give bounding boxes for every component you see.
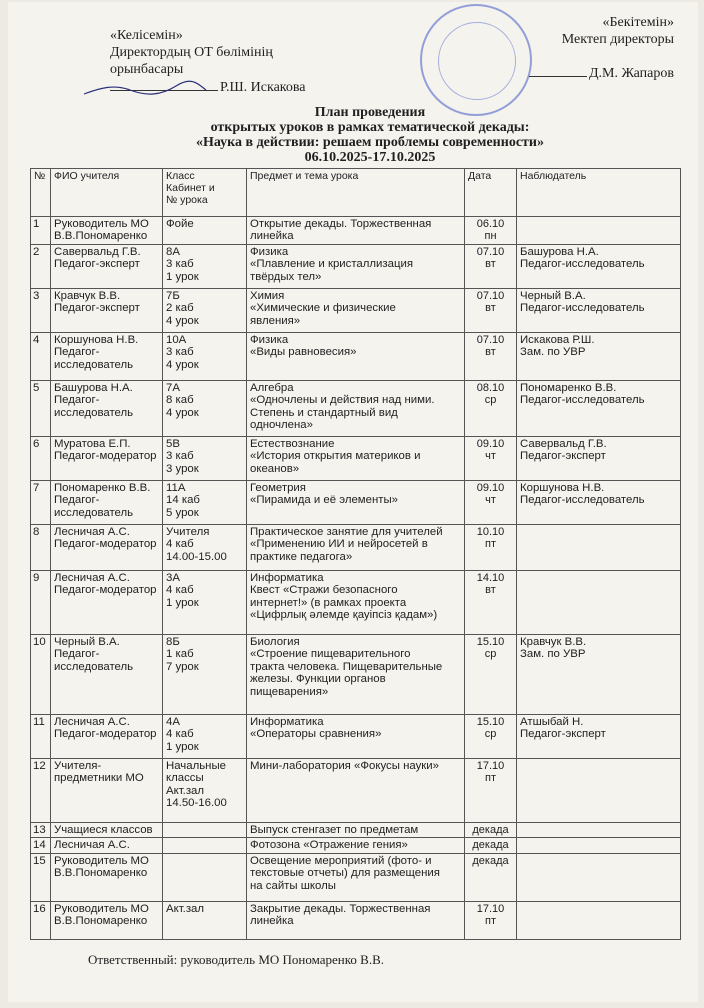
cell-observer: Черный В.А. Педагог-исследователь — [517, 289, 681, 333]
cell-topic: Биология «Строение пищеварительного тракта человека. Пищеварительные железы. Функции органов пищеварения» — [247, 635, 465, 715]
cell-class — [163, 853, 247, 901]
table-row — [31, 217, 681, 245]
cell-teacher: Руководитель МО В.В.Пономаренко — [51, 901, 163, 939]
cell-topic: Открытие декады. Торжественная линейка — [247, 217, 465, 245]
table-row — [31, 635, 681, 715]
director-signature-line — [529, 64, 674, 82]
agree-label: «Келісемін» — [110, 28, 183, 43]
cell-date: декада — [465, 853, 517, 901]
table-row — [31, 525, 681, 571]
table-row — [31, 333, 681, 381]
cell-num: 12 — [31, 759, 51, 823]
cell-date: 15.10 ср — [465, 635, 517, 715]
cell-teacher: Кравчук В.В. Педагог-эксперт — [51, 289, 163, 333]
cell-topic: Фотозона «Отражение гения» — [247, 838, 465, 853]
cell-observer — [517, 853, 681, 901]
header-observer: Наблюдатель — [517, 169, 681, 217]
table-row — [31, 838, 681, 853]
table-row — [31, 437, 681, 481]
table-row — [31, 901, 681, 939]
cell-teacher: Савервальд Г.В. Педагог-эксперт — [51, 245, 163, 289]
cell-observer: Коршунова Н.В. Педагог-исследователь — [517, 481, 681, 525]
cell-date: 07.10 вт — [465, 289, 517, 333]
cell-class — [163, 838, 247, 853]
cell-class: 11А 14 каб 5 урок — [163, 481, 247, 525]
cell-class: 7А 8 каб 4 урок — [163, 381, 247, 437]
cell-num: 6 — [31, 437, 51, 481]
cell-teacher: Учащиеся классов — [51, 823, 163, 838]
schedule-table — [30, 168, 681, 940]
cell-observer — [517, 571, 681, 635]
approval-right-block — [529, 14, 674, 82]
cell-topic: Мини-лаборатория «Фокусы науки» — [247, 759, 465, 823]
table-row — [31, 715, 681, 759]
cell-date: 14.10 вт — [465, 571, 517, 635]
cell-date: 15.10 ср — [465, 715, 517, 759]
cell-class — [163, 823, 247, 838]
title-line2: открытых уроков в рамках тематической декады: — [210, 120, 530, 135]
cell-date: 09.10 чт — [465, 437, 517, 481]
cell-num: 5 — [31, 381, 51, 437]
cell-observer — [517, 759, 681, 823]
cell-date: 07.10 вт — [465, 245, 517, 289]
header-date: Дата — [465, 169, 517, 217]
cell-topic: Информатика Квест «Стражи безопасного интернет!» (в рамках проекта «Цифрлық әлемде қауіпсіз қадам») — [247, 571, 465, 635]
cell-observer — [517, 217, 681, 245]
cell-topic: Освещение мероприятий (фото- и текстовые отчеты) для размещения на сайты школы — [247, 853, 465, 901]
cell-topic: Алгебра «Одночлены и действия над ними. Степень и стандартный вид одночлена» — [247, 381, 465, 437]
director-signer-name: Д.М. Жапаров — [588, 66, 674, 81]
cell-observer — [517, 838, 681, 853]
cell-class: 5В 3 каб 3 урок — [163, 437, 247, 481]
cell-date: 08.10 ср — [465, 381, 517, 437]
cell-topic: Химия «Химические и физические явления» — [247, 289, 465, 333]
cell-class: 3А 4 каб 1 урок — [163, 571, 247, 635]
table-header-row — [31, 169, 681, 217]
cell-num: 4 — [31, 333, 51, 381]
deputy-title-line2: орынбасары — [110, 62, 184, 77]
cell-date: 07.10 вт — [465, 333, 517, 381]
cell-observer — [517, 901, 681, 939]
cell-topic: Информатика «Операторы сравнения» — [247, 715, 465, 759]
cell-num: 11 — [31, 715, 51, 759]
cell-teacher: Муратова Е.П. Педагог-модератор — [51, 437, 163, 481]
table-row — [31, 853, 681, 901]
cell-date: 09.10 чт — [465, 481, 517, 525]
deputy-title-line1: Директордың ОТ бөлімінің — [110, 45, 273, 60]
cell-topic: Физика «Виды равновесия» — [247, 333, 465, 381]
cell-class: 8А 3 каб 1 урок — [163, 245, 247, 289]
responsible-footer: Ответственный: руководитель МО Пономаренко В.В. — [88, 952, 385, 967]
title-dates: 06.10.2025-17.10.2025 — [304, 150, 436, 165]
cell-topic: Геометрия «Пирамида и её элементы» — [247, 481, 465, 525]
cell-teacher: Лесничая А.С. Педагог-модератор — [51, 525, 163, 571]
cell-observer — [517, 823, 681, 838]
cell-date: 10.10 пт — [465, 525, 517, 571]
cell-observer: Атшыбай Н. Педагог-эксперт — [517, 715, 681, 759]
cell-class: Фойе — [163, 217, 247, 245]
header-num: № — [31, 169, 51, 217]
cell-date: декада — [465, 823, 517, 838]
cell-teacher: Башурова Н.А. Педагог- исследователь — [51, 381, 163, 437]
cell-num: 9 — [31, 571, 51, 635]
cell-date: 17.10 пт — [465, 759, 517, 823]
cell-date: 17.10 пт — [465, 901, 517, 939]
cell-class: 4А 4 каб 1 урок — [163, 715, 247, 759]
cell-class: 10А 3 каб 4 урок — [163, 333, 247, 381]
cell-date: декада — [465, 838, 517, 853]
signature-underline — [529, 64, 587, 77]
director-title: Мектеп директоры — [561, 32, 674, 47]
cell-teacher: Учителя- предметники МО — [51, 759, 163, 823]
cell-teacher: Пономаренко В.В. Педагог- исследователь — [51, 481, 163, 525]
cell-observer — [517, 525, 681, 571]
cell-teacher: Черный В.А. Педагог- исследователь — [51, 635, 163, 715]
cell-class: Акт.зал — [163, 901, 247, 939]
school-seal-stamp — [420, 4, 532, 116]
cell-topic: Практическое занятие для учителей «Применению ИИ и нейросетей в практике педагога» — [247, 525, 465, 571]
cell-observer: Башурова Н.А. Педагог-исследователь — [517, 245, 681, 289]
table-row — [31, 759, 681, 823]
cell-class: Учителя 4 каб 14.00-15.00 — [163, 525, 247, 571]
cell-observer: Пономаренко В.В. Педагог-исследователь — [517, 381, 681, 437]
cell-topic: Естествознание «История открытия материков и океанов» — [247, 437, 465, 481]
cell-teacher: Коршунова Н.В. Педагог- исследователь — [51, 333, 163, 381]
header-topic: Предмет и тема урока — [247, 169, 465, 217]
table-row — [31, 381, 681, 437]
cell-date: 06.10 пн — [465, 217, 517, 245]
cell-num: 2 — [31, 245, 51, 289]
cell-topic: Выпуск стенгазет по предметам — [247, 823, 465, 838]
cell-num: 16 — [31, 901, 51, 939]
cell-class: 7Б 2 каб 4 урок — [163, 289, 247, 333]
deputy-signer-name: Р.Ш. Искакова — [220, 80, 306, 95]
title-line1: План проведения — [314, 105, 426, 120]
cell-num: 10 — [31, 635, 51, 715]
cell-observer: Савервальд Г.В. Педагог-эксперт — [517, 437, 681, 481]
cell-num: 3 — [31, 289, 51, 333]
table-row — [31, 481, 681, 525]
table-row — [31, 245, 681, 289]
table-row — [31, 289, 681, 333]
table-row — [31, 571, 681, 635]
table-row — [31, 823, 681, 838]
cell-num: 15 — [31, 853, 51, 901]
cell-class: 8Б 1 каб 7 урок — [163, 635, 247, 715]
handwritten-signature — [80, 78, 210, 98]
cell-num: 1 — [31, 217, 51, 245]
cell-teacher: Руководитель МО В.В.Пономаренко — [51, 853, 163, 901]
cell-num: 13 — [31, 823, 51, 838]
cell-topic: Закрытие декады. Торжественная линейка — [247, 901, 465, 939]
cell-observer: Искакова Р.Ш. Зам. по УВР — [517, 333, 681, 381]
header-class: Класс Кабинет и № урока — [163, 169, 247, 217]
cell-class: Начальные классы Акт.зал 14.50-16.00 — [163, 759, 247, 823]
cell-teacher: Руководитель МО В.В.Пономаренко — [51, 217, 163, 245]
cell-topic: Физика «Плавление и кристаллизация твёрдых тел» — [247, 245, 465, 289]
title-line3: «Наука в действии: решаем проблемы современности» — [196, 135, 544, 150]
cell-num: 8 — [31, 525, 51, 571]
approve-label: «Бекітемін» — [602, 15, 674, 30]
document-title — [120, 105, 620, 165]
cell-teacher: Лесничая А.С. Педагог-модератор — [51, 571, 163, 635]
cell-teacher: Лесничая А.С. — [51, 838, 163, 853]
cell-observer: Кравчук В.В. Зам. по УВР — [517, 635, 681, 715]
cell-teacher: Лесничая А.С. Педагог-модератор — [51, 715, 163, 759]
cell-num: 14 — [31, 838, 51, 853]
header-teacher: ФИО учителя — [51, 169, 163, 217]
cell-num: 7 — [31, 481, 51, 525]
